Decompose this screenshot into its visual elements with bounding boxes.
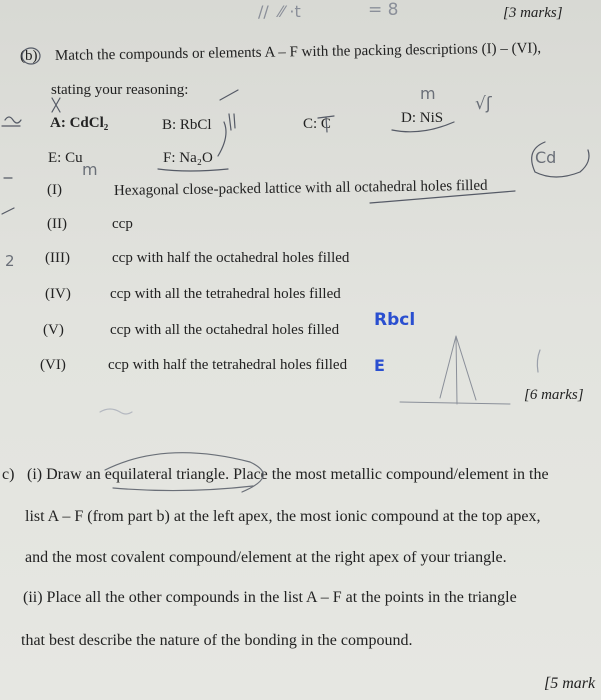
top-scribble: = 8 (368, 0, 399, 20)
handwriting-check: √ʃ (475, 94, 492, 114)
compound-a: A: CdCl₂ (50, 115, 109, 131)
compound-f: F: Na₂O (163, 150, 213, 166)
compound-e: E: Cu (48, 150, 83, 166)
right-curve-mark (537, 350, 540, 372)
part-c-line1: (i) Draw an equilateral triangle. Place the most metallic compound/element in the (27, 466, 549, 483)
desc-num-2: (II) (47, 216, 67, 232)
left-margin-2: 2 (5, 252, 15, 270)
part-c-line2: list A – F (from part b) at the left apex, the most ionic compound at the top apex, (25, 508, 541, 525)
desc-text-6: ccp with half the tetrahedral holes filled (108, 357, 348, 373)
circle-note: Cd (535, 148, 557, 167)
compound-d: D: NiS (401, 110, 444, 126)
top-scribble-tick: // ⁄⁄ ·t (258, 2, 301, 21)
marks-top: [3 marks] (503, 5, 563, 21)
desc-text-4: ccp with all the tetrahedral holes filled (110, 286, 341, 302)
arc-f-mark (218, 122, 226, 156)
left-margin-mark (2, 117, 21, 126)
tick-b-mark (229, 114, 235, 130)
compound-c: C: C (303, 116, 331, 132)
part-b-prompt-line2: stating your reasoning: (51, 82, 189, 98)
compound-b: B: RbCl (162, 117, 212, 133)
part-c-label: c) (2, 466, 15, 483)
part-c-line5: that best describe the nature of the bonding in the compound. (21, 632, 413, 649)
desc-text-2: ccp (112, 216, 133, 232)
left-dash-2 (2, 208, 14, 214)
underline-f (158, 169, 228, 171)
rbcl-note: Rbcl (374, 310, 416, 330)
handwriting-m-d: m (420, 84, 436, 103)
marks-b: [6 marks] (524, 387, 584, 403)
marks-c: [5 mark (544, 675, 596, 692)
desc-num-5: (V) (43, 322, 64, 338)
part-b-label: (b) (20, 48, 38, 64)
desc-num-1: (I) (47, 182, 62, 198)
triangle-sketch (400, 336, 510, 404)
x-mark (52, 98, 60, 112)
arc-d-mark (392, 122, 454, 132)
desc-num-3: (III) (45, 250, 70, 266)
faint-scribble (100, 409, 132, 414)
desc-text-5: ccp with all the octahedral holes filled (110, 322, 340, 338)
part-c-line3: and the most covalent compound/element at the right apex of your triangle. (25, 549, 507, 566)
part-c-line4: (ii) Place all the other compounds in the list A – F at the points in the triangle (23, 589, 517, 606)
desc-text-3: ccp with half the octahedral holes filled (112, 250, 350, 266)
desc-num-4: (IV) (45, 286, 71, 302)
handwriting-m-e: m (82, 160, 98, 179)
underline-octahedral (370, 191, 515, 203)
tick-c-mark (318, 116, 334, 132)
slash-b-mark (220, 90, 238, 100)
desc-text-1: Hexagonal close-packed lattice with all octahedral holes filled (113, 177, 488, 199)
part-b-prompt-line1: Match the compounds or elements A – F with the packing descriptions (I) – (VI), (54, 40, 542, 64)
desc-num-6: (VI) (40, 357, 66, 373)
circle-b-mark (22, 48, 40, 64)
underline-equilateral (113, 486, 253, 491)
curve-part-c (105, 453, 263, 492)
right-circle-mark (532, 142, 589, 177)
e-mark: E (374, 356, 385, 375)
